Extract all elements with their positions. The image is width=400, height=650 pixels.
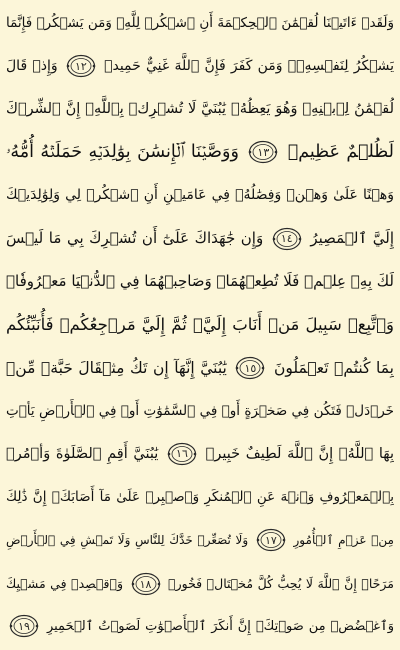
ayah-number: ١٨: [139, 577, 152, 591]
verse-text-continued: يَٰبُنَيَّ أَقِمِ ٱلصَّلَوٰةَ وَأۡمُرۡ: [6, 445, 159, 462]
verse-line: [6, 2, 394, 45]
ayah-end-marker: [248, 140, 278, 164]
verse-text: خَرۡدَلٖ فَتَكُن فِي صَخۡرَةٍ أَوۡ فِي ٱلسَّمَٰوَٰتِ أَوۡ فِي ٱلۡأَرۡضِ يَأۡتِ: [6, 402, 394, 419]
verse-line: [6, 131, 394, 174]
verse-text: يَشۡكُرُ لِنَفۡسِهِۦۖ وَمَن كَفَرَ فَإِنَّ ٱللَّهَ غَنِيٌّ حَمِيدٞ ١٢ وَإِذۡ قَالَ: [6, 45, 394, 88]
verse-text: وَهۡنًا عَلَىٰ وَهۡنٖ وَفِصَٰلُهُۥ فِي عَامَيۡنِ أَنِ ٱشۡكُرۡ لِي وَلِوَٰلِدَيۡكَ: [6, 187, 394, 204]
verse-text: لُقۡمَٰنُ لِٱبۡنِهِۦ وَهُوَ يَعِظُهُۥ يَٰبُنَيَّ لَا تُشۡرِكۡ بِٱللَّهِۖ إِنَّ ٱلشِّرۡكَ: [6, 101, 394, 118]
verse-text: بِٱلۡمَعۡرُوفِ وَٱنۡهَ عَنِ ٱلۡمُنكَرِ وَٱصۡبِرۡ عَلَىٰ مَآ أَصَابَكَۖ إِنَّ ذَٰلِكَ: [6, 488, 394, 505]
verse-text: بِمَا كُنتُمۡ تَعۡمَلُونَ ١٥ يَٰبُنَيَّ إِنَّهَآ إِن تَكُ مِثۡقَالَ حَبَّةٖ مِّنۡ: [6, 347, 394, 390]
verse-text: بِهَا ٱللَّهُۚ إِنَّ ٱللَّهَ لَطِيفٌ خَبِيرٞ ١٦ يَٰبُنَيَّ أَقِمِ ٱلصَّلَوٰةَ وَأۡمُرۡ: [6, 433, 394, 476]
ayah-end-marker: [272, 227, 302, 251]
verse-text-continued: وَٱقۡصِدۡ فِي مَشۡيِكَ: [6, 575, 124, 591]
verse-text: مَرَحًاۖ إِنَّ ٱللَّهَ لَا يُحِبُّ كُلَّ مُخۡتَالٖ فَخُورٖ ١٨ وَٱقۡصِدۡ فِي مَشۡيِكَ: [6, 562, 394, 605]
verse-text: لَظُلۡمٌ عَظِيمٞ ١٣ وَوَصَّيۡنَا ٱلۡإِنسَٰنَ بِوَٰلِدَيۡهِ حَمَلَتۡهُ أُمُّهُۥ: [6, 142, 394, 163]
verse-line: [6, 347, 394, 390]
verse-text-continued: وَإِذۡ قَالَ: [6, 58, 58, 75]
verse-text: وَٱتَّبِعۡ سَبِيلَ مَنۡ أَنَابَ إِلَيَّۚ ثُمَّ إِلَيَّ مَرۡجِعُكُمۡ فَأُنَبِّئُكُم: [6, 315, 394, 335]
verse-line: [6, 476, 394, 519]
verse-text: إِلَيَّ ٱلۡمَصِيرُ ١٤ وَإِن جَٰهَدَاكَ عَلَىٰٓ أَن تُشۡرِكَ بِي مَا لَيۡسَ: [6, 217, 394, 260]
ayah-end-marker: [167, 442, 197, 466]
ayah-end-marker: [131, 572, 161, 596]
ayah-end-marker: [66, 54, 96, 78]
verse-text-continued: وَوَصَّيۡنَا ٱلۡإِنسَٰنَ بِوَٰلِدَيۡهِ حَمَلَتۡهُ أُمُّهُۥ: [6, 142, 239, 163]
verse-text-continued: وَلَا تُصَعِّرۡ خَدَّكَ لِلنَّاسِ وَلَا تَمۡشِ فِي ٱلۡأَرۡضِ: [6, 532, 249, 547]
verse-line: [6, 519, 394, 562]
verse-lines: [6, 2, 394, 648]
verse-line: [6, 433, 394, 476]
verse-text: وَلَقَدۡ ءَاتَيۡنَا لُقۡمَٰنَ ٱلۡحِكۡمَةَ أَنِ ٱشۡكُرۡ لِلَّهِۚ وَمَن يَشۡكُرۡ فَإِنَّمَا: [6, 15, 394, 31]
verse-line: [6, 260, 394, 303]
verse-text-continued: يَٰبُنَيَّ إِنَّهَآ إِن تَكُ مِثۡقَالَ حَبَّةٖ مِّنۡ: [6, 358, 227, 377]
ayah-number: ١٥: [244, 361, 257, 375]
ayah-end-marker: [9, 614, 39, 638]
verse-line: [6, 174, 394, 217]
ayah-number: ١٢: [74, 59, 87, 73]
ayah-number: ١٩: [18, 619, 30, 633]
verse-line: [6, 303, 394, 346]
ayah-number: ١٤: [280, 232, 293, 246]
verse-text: وَٱغۡضُضۡ مِن صَوۡتِكَۚ إِنَّ أَنكَرَ ٱلۡأَصۡوَٰتِ لَصَوۡتُ ٱلۡحَمِيرِ ١٩: [6, 605, 394, 648]
verse-text-continued: وَإِن جَٰهَدَاكَ عَلَىٰٓ أَن تُشۡرِكَ بِي مَا لَيۡسَ: [6, 229, 264, 248]
verse-line: [6, 88, 394, 131]
ayah-end-marker: [235, 356, 265, 380]
ayah-number: ١٣: [257, 145, 270, 159]
ayah-number: ١٧: [264, 533, 277, 547]
verse-text: مِنۡ عَزۡمِ ٱلۡأُمُورِ ١٧ وَلَا تُصَعِّرۡ خَدَّكَ لِلنَّاسِ وَلَا تَمۡشِ فِي ٱلۡأَرۡضِ: [6, 519, 394, 562]
ayah-end-marker: [256, 528, 286, 552]
verse-line: [6, 605, 394, 648]
verse-line: [6, 45, 394, 88]
verse-line: [6, 217, 394, 260]
verse-line: [6, 562, 394, 605]
ayah-number: ١٦: [176, 447, 188, 461]
verse-text: لَكَ بِهِۦ عِلۡمٞ فَلَا تُطِعۡهُمَاۖ وَصَاحِبۡهُمَا فِي ٱلدُّنۡيَا مَعۡرُوفٗاۖ: [6, 272, 394, 291]
verse-line: [6, 390, 394, 433]
